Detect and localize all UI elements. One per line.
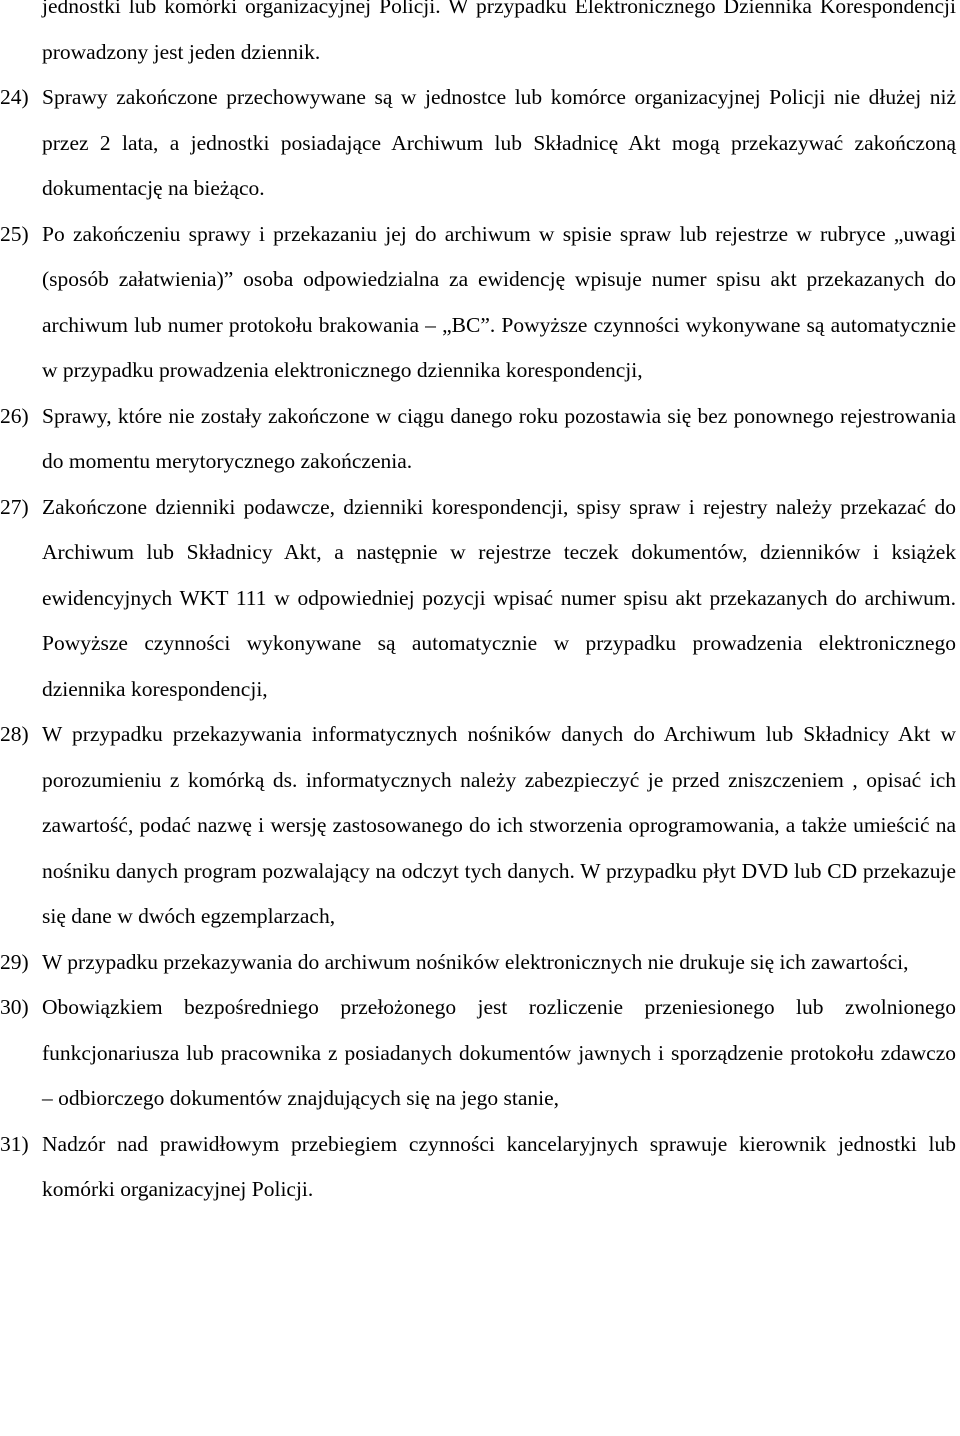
item-number: 29) [0, 949, 29, 974]
item-text: Nadzór nad prawidłowym przebiegiem czynności kancelaryjnych sprawuje kierownik jednostki lub komórki organizacyjnej Policji. [42, 1131, 956, 1201]
item-text: Sprawy, które nie zostały zakończone w ciągu danego roku pozostawia się bez ponownego rejestrowania do momentu merytorycznego zakończenia. [42, 403, 956, 473]
item-number: 25) [0, 221, 29, 246]
item-text: W przypadku przekazywania informatycznych nośników danych do Archiwum lub Składnicy Akt w porozumieniu z komórką ds. informatycznych należy zabezpieczyć je przed zniszczeniem , opisać ich zawartość, podać nazwę i wersję zastosowanego do ich stworzenia oprogramowania, a także umieścić na nośniku danych program pozwalający na odczyt tych danych. W przypadku płyt DVD lub CD przekazuje się dane w dwóch egzemplarzach, [42, 722, 956, 928]
item-number: 30) [0, 995, 29, 1019]
item-number: 31) [0, 1131, 29, 1156]
list-item [0, 1122, 956, 1213]
item-text: Po zakończeniu sprawy i przekazaniu jej do archiwum w spisie spraw lub rejestrze w rubryce „uwagi (sposób załatwienia)” osoba odpowiedzialna za ewidencję wpisuje numer spisu akt przekazanych do archiwum lub numer protokołu brakowania – „BC”. Powyższe czynności wykonywane są automatycznie w przypadku prowadzenia elektronicznego dziennika korespondencji, [42, 221, 956, 382]
list-item [0, 985, 956, 1122]
item-text: W przypadku przekazywania do archiwum nośników elektronicznych nie drukuje się ich zawartości, [42, 949, 909, 974]
item-number: 24) [0, 85, 29, 109]
item-number: 27) [0, 494, 29, 519]
list-item [0, 212, 956, 394]
list-item [0, 712, 956, 940]
item-text: Obowiązkiem bezpośredniego przełożonego jest rozliczenie przeniesionego lub zwolnionego funkcjonariusza lub pracownika z posiadanych dokumentów jawnych i sporządzenie protokołu zdawczo – odbiorczego dokumentów znajdujących się na jego stanie, [42, 995, 956, 1110]
list-item [0, 485, 956, 713]
list-item [0, 75, 956, 212]
item-number: 28) [0, 722, 29, 746]
item-text: Sprawy zakończone przechowywane są w jednostce lub komórce organizacyjnej Policji nie dłużej niż przez 2 lata, a jednostki posiadające Archiwum lub Składnicę Akt mogą przekazywać zakończoną dokumentację na bieżąco. [42, 85, 956, 200]
list-item [0, 394, 956, 485]
list-item [0, 940, 956, 986]
item-text: Zakończone dzienniki podawcze, dzienniki korespondencji, spisy spraw i rejestry należy przekazać do Archiwum lub Składnicy Akt, a następnie w rejestrze teczek dokumentów, dzienników i książek ewidencyjnych WKT 111 w odpowiedniej pozycji wpisać numer spisu akt przekazanych do archiwum. Powyższe czynności wykonywane są automatycznie w przypadku prowadzenia elektronicznego dziennika korespondencji, [42, 494, 956, 701]
item-number: 26) [0, 403, 29, 428]
intro-paragraph: jednostki lub komórki organizacyjnej Policji. W przypadku Elektronicznego Dziennika Korespondencji prowadzony jest jeden dziennik. [42, 0, 956, 64]
